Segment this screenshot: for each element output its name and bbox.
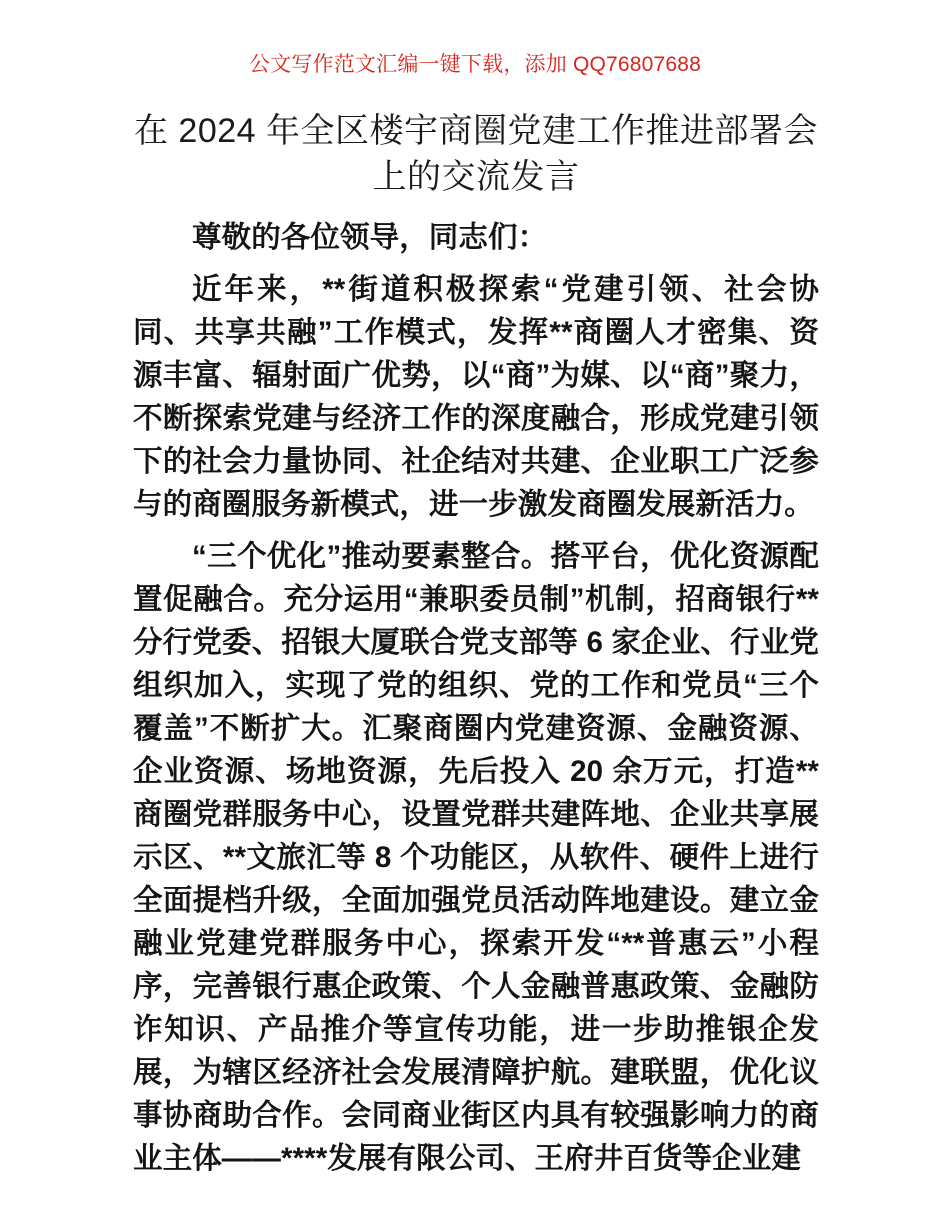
document-title: 在 2024 年全区楼宇商圈党建工作推进部署会上的交流发言: [133, 112, 819, 196]
promo-header-text: 公文写作范文汇编一键下载，添加 QQ76807688: [248, 53, 702, 76]
document-body: [133, 108, 819, 1180]
body-paragraph-1: 近年来，**街道积极探索“党建引领、社会协同、共享共融”工作模式，发挥**商圈人才密集、资源丰富、辐射面广优势，以“商”为媒、以“商”聚力，不断探索党建与经济工作的深度融合，形成党建引领下的社会力量协同、社企结对共建、企业职工广泛参与的商圈服务新模式，进一步激发商圈发展新活力。: [133, 273, 819, 521]
salutation-paragraph: 尊敬的各位领导，同志们：: [192, 221, 548, 254]
body-paragraph-2: “三个优化”推动要素整合。搭平台，优化资源配置促融合。充分运用“兼职委员制”机制，招商银行**分行党委、招银大厦联合党支部等 6 家企业、行业党组织加入，实现了党的组织、党的工作和党员“三个覆盖”不断扩大。汇聚商圈内党建资源、金融资源、企业资源、场地资源，先后投入 20 余万元，打造**商圈党群服务中心，设置党群共建阵地、企业共享展示区、**文旅汇等 8 个功能区，从软件、硬件上进行全面提档升级，全面加强党员活动阵地建设。建立金融业党建党群服务中心，探索开发“**普惠云”小程序，完善银行惠企政策、个人金融普惠政策、金融防诈知识、产品推介等宣传功能，进一步助推银企发展，为辖区经济社会发展清障护航。建联盟，优化议事协商助合作。会同商业街区内具有较强影响力的商业主体——****发展有限公司、王府井百货等企业建: [133, 540, 819, 1175]
